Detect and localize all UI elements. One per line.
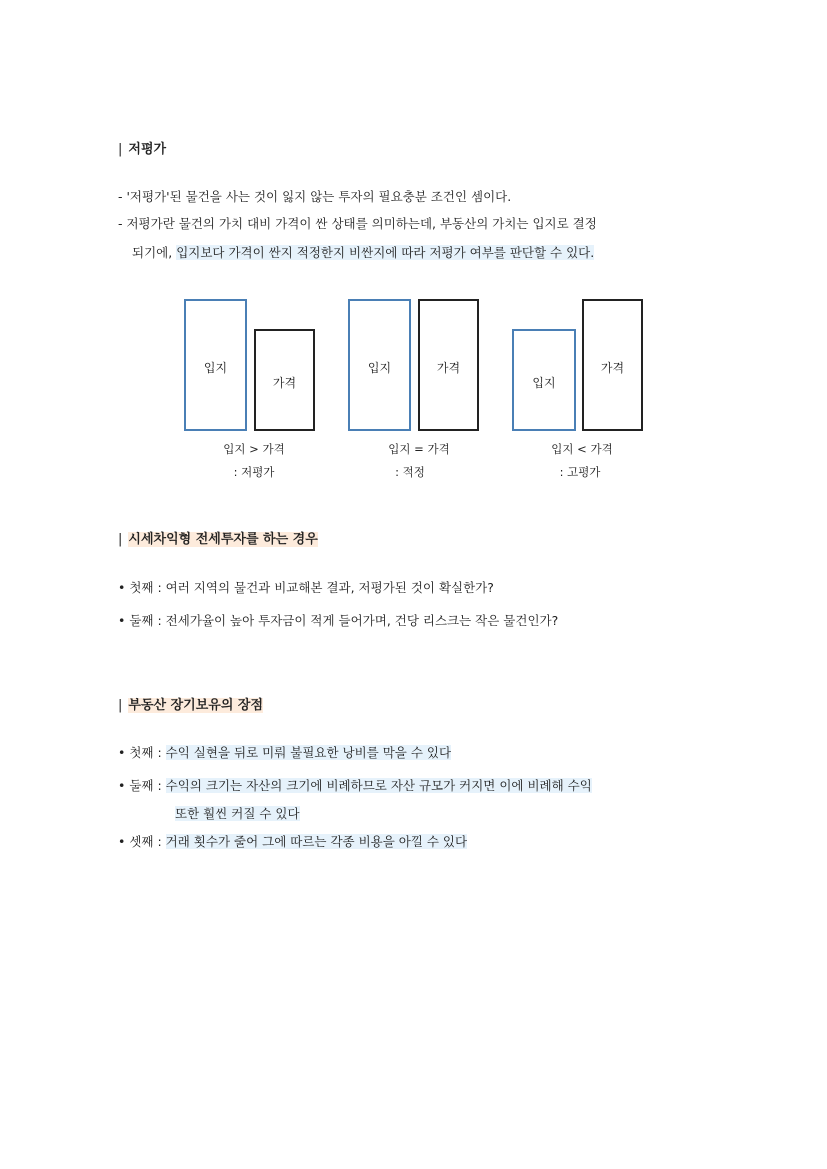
diagram-result: : 적정 (395, 465, 425, 479)
list-item (118, 832, 467, 850)
paragraph-line-1 (118, 187, 511, 205)
list-item (118, 578, 494, 596)
paragraph-text: 저평가란 물건의 가치 대비 가격이 싼 상태를 의미하는데, 부동산의 가치는 입지로 결정 (126, 216, 597, 231)
diagram-caption: 입지 < 가격 (551, 442, 613, 456)
location-label: 입지 (367, 361, 392, 375)
price-box (418, 299, 479, 431)
location-label: 입지 (532, 376, 556, 390)
list-item-label: 둘째 : (129, 778, 166, 793)
dash-marker: - (118, 216, 127, 231)
price-box (582, 299, 643, 431)
location-label: 입지 (203, 361, 228, 375)
location-box (512, 329, 576, 431)
location-box (184, 299, 247, 431)
list-item-label: 첫째 : (129, 745, 166, 760)
list-item (118, 776, 592, 794)
section-heading-jeonse (118, 528, 318, 547)
heading-bar: | (118, 142, 123, 157)
price-label: 가격 (272, 376, 297, 390)
highlighted-text: 입지보다 가격이 싼지 적정한지 비싼지에 따라 저평가 여부를 판단할 수 있다. (176, 245, 595, 260)
list-item-label: 셋째 : (129, 834, 166, 849)
list-item-continuation (175, 804, 300, 822)
bullet-icon: • (118, 580, 126, 595)
location-box (348, 299, 411, 431)
bullet-icon: • (118, 613, 126, 628)
paragraph-text: '저평가'된 물건을 사는 것이 잃지 않는 투자의 필요충분 조건인 셈이다. (126, 189, 512, 204)
bullet-icon: • (118, 834, 126, 849)
dash-marker: - (118, 189, 127, 204)
price-label: 가격 (600, 361, 625, 375)
list-item-text: 첫째 : 여러 지역의 물건과 비교해본 결과, 저평가된 것이 확실한가? (129, 580, 494, 595)
paragraph-text: 되기에, (132, 245, 177, 260)
heading-title: 부동산 장기보유의 장점 (128, 698, 264, 713)
heading-title: 저평가 (128, 142, 167, 157)
highlighted-text: 수익 실현을 뒤로 미뤄 불필요한 낭비를 막을 수 있다 (165, 745, 452, 760)
paragraph-line-2 (118, 214, 597, 232)
bullet-icon: • (118, 778, 126, 793)
price-box (254, 329, 315, 431)
list-item-text: 둘째 : 전세가율이 높아 투자금이 적게 들어가며, 건당 리스크는 작은 물건인가? (129, 613, 559, 628)
paragraph-line-3 (132, 243, 594, 261)
bullet-icon: • (118, 745, 126, 760)
highlighted-text: 또한 훨씬 커질 수 있다 (175, 806, 300, 821)
section-heading-long-term (118, 694, 263, 713)
list-item (118, 611, 558, 629)
diagram-caption: 입지 = 가격 (388, 442, 450, 456)
price-label: 가격 (436, 361, 461, 375)
heading-bar: | (118, 698, 123, 713)
diagram-result: : 고평가 (559, 465, 601, 479)
highlighted-text: 거래 횟수가 줄어 그에 따르는 각종 비용을 아낄 수 있다 (165, 834, 468, 849)
heading-title: 시세차익형 전세투자를 하는 경우 (128, 532, 318, 547)
heading-bar: | (118, 532, 123, 547)
section-heading-undervalued (118, 138, 166, 157)
diagram-caption: 입지 > 가격 (223, 442, 285, 456)
list-item (118, 743, 451, 761)
diagram-result: : 저평가 (233, 465, 275, 479)
highlighted-text: 수익의 크기는 자산의 크기에 비례하므로 자산 규모가 커지면 이에 비례해 수익 (165, 778, 592, 793)
